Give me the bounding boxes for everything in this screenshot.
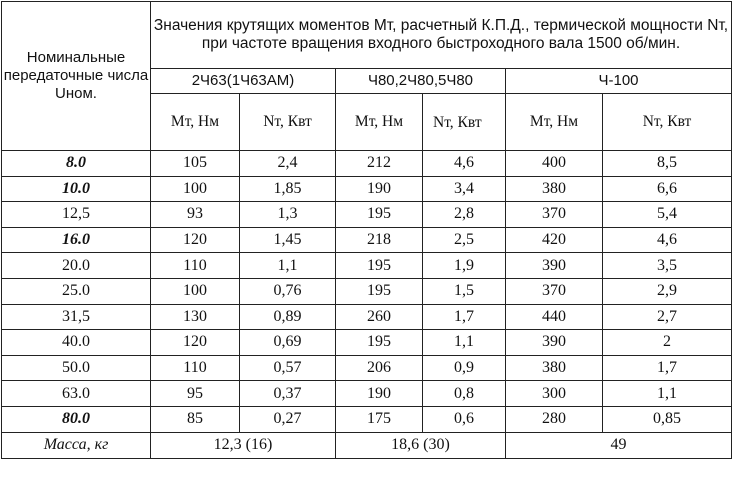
value-cell: 0,6	[423, 406, 506, 432]
value-cell: 2,5	[423, 227, 506, 253]
value-cell: 218	[336, 227, 423, 253]
value-cell: 380	[506, 355, 603, 381]
value-cell: 0,9	[423, 355, 506, 381]
value-cell: 1,7	[423, 304, 506, 330]
value-cell: 195	[336, 253, 423, 279]
ratio-cell: 50.0	[2, 355, 151, 381]
table-body	[2, 151, 732, 433]
value-cell: 110	[151, 355, 240, 381]
value-cell: 3,4	[423, 176, 506, 202]
value-cell: 260	[336, 304, 423, 330]
value-cell: 1,5	[423, 278, 506, 304]
value-cell: 1,9	[423, 253, 506, 279]
value-cell: 380	[506, 176, 603, 202]
value-cell: 2,4	[240, 151, 336, 177]
value-cell: 100	[151, 278, 240, 304]
ratio-cell: 10.0	[2, 176, 151, 202]
table-row	[2, 330, 732, 356]
group-header-ch80: Ч80,2Ч80,5Ч80	[336, 69, 506, 94]
value-cell: 0,76	[240, 278, 336, 304]
value-cell: 175	[336, 406, 423, 432]
ratio-cell: 80.0	[2, 406, 151, 432]
value-cell: 4,6	[603, 227, 732, 253]
value-cell: 1,45	[240, 227, 336, 253]
table-row	[2, 304, 732, 330]
value-cell: 370	[506, 278, 603, 304]
value-cell: 130	[151, 304, 240, 330]
value-cell: 0,57	[240, 355, 336, 381]
value-cell: 0,85	[603, 406, 732, 432]
value-cell: 0,37	[240, 381, 336, 407]
ratio-cell: 16.0	[2, 227, 151, 253]
table-row	[2, 278, 732, 304]
value-cell: 110	[151, 253, 240, 279]
value-cell: 3,5	[603, 253, 732, 279]
values-title-header: Значения крутящих моментов Мт, расчетный К.П.Д., термической мощности Nт, при частоте вращения входного быстроходного вала 1500 об/мин.	[151, 2, 732, 69]
value-cell: 1,85	[240, 176, 336, 202]
value-cell: 440	[506, 304, 603, 330]
ratio-cell: 12,5	[2, 202, 151, 228]
value-cell: 120	[151, 227, 240, 253]
value-cell: 1,7	[603, 355, 732, 381]
value-cell: 2,7	[603, 304, 732, 330]
table-row	[2, 202, 732, 228]
value-cell: 400	[506, 151, 603, 177]
ratio-cell: 8.0	[2, 151, 151, 177]
col-header-mt-2: Мт, Нм	[336, 94, 423, 151]
value-cell: 6,6	[603, 176, 732, 202]
value-cell: 93	[151, 202, 240, 228]
value-cell: 1,1	[423, 330, 506, 356]
value-cell: 0,8	[423, 381, 506, 407]
group-header-2ch63: 2Ч63(1Ч63АМ)	[151, 69, 336, 94]
table-row	[2, 227, 732, 253]
value-cell: 100	[151, 176, 240, 202]
value-cell: 1,1	[603, 381, 732, 407]
mass-value-2ch63: 12,3 (16)	[151, 432, 336, 458]
col-header-nt-2: Nт, Квт	[423, 94, 506, 151]
value-cell: 105	[151, 151, 240, 177]
ratio-cell: 31,5	[2, 304, 151, 330]
value-cell: 1,3	[240, 202, 336, 228]
value-cell: 420	[506, 227, 603, 253]
mass-label: Масса, кг	[2, 432, 151, 458]
value-cell: 4,6	[423, 151, 506, 177]
value-cell: 2,8	[423, 202, 506, 228]
value-cell: 190	[336, 381, 423, 407]
value-cell: 2,9	[603, 278, 732, 304]
value-cell: 120	[151, 330, 240, 356]
ratio-cell: 20.0	[2, 253, 151, 279]
group-header-ch100: Ч-100	[506, 69, 732, 94]
value-cell: 1,1	[240, 253, 336, 279]
nominal-ratio-header: Номинальные передаточные числа Uном.	[2, 2, 151, 151]
value-cell: 390	[506, 253, 603, 279]
ratio-cell: 25.0	[2, 278, 151, 304]
table-row	[2, 151, 732, 177]
col-header-nt-3: Nт, Квт	[603, 94, 732, 151]
value-cell: 280	[506, 406, 603, 432]
value-cell: 0,89	[240, 304, 336, 330]
table-row	[2, 406, 732, 432]
value-cell: 206	[336, 355, 423, 381]
mass-value-ch100: 49	[506, 432, 732, 458]
value-cell: 0,27	[240, 406, 336, 432]
value-cell: 0,69	[240, 330, 336, 356]
ratio-cell: 40.0	[2, 330, 151, 356]
value-cell: 195	[336, 202, 423, 228]
table-row	[2, 381, 732, 407]
ratio-cell: 63.0	[2, 381, 151, 407]
value-cell: 8,5	[603, 151, 732, 177]
mass-value-ch80: 18,6 (30)	[336, 432, 506, 458]
table-row	[2, 253, 732, 279]
col-header-mt-3: Мт, Нм	[506, 94, 603, 151]
col-header-mt-1: Мт, Нм	[151, 94, 240, 151]
col-header-nt-1: Nт, Квт	[240, 94, 336, 151]
table-row	[2, 176, 732, 202]
value-cell: 5,4	[603, 202, 732, 228]
value-cell: 190	[336, 176, 423, 202]
value-cell: 2	[603, 330, 732, 356]
value-cell: 195	[336, 330, 423, 356]
value-cell: 195	[336, 278, 423, 304]
value-cell: 390	[506, 330, 603, 356]
mass-row	[2, 432, 732, 458]
value-cell: 85	[151, 406, 240, 432]
value-cell: 300	[506, 381, 603, 407]
value-cell: 370	[506, 202, 603, 228]
specs-table	[1, 1, 732, 459]
table-row	[2, 355, 732, 381]
value-cell: 95	[151, 381, 240, 407]
value-cell: 212	[336, 151, 423, 177]
